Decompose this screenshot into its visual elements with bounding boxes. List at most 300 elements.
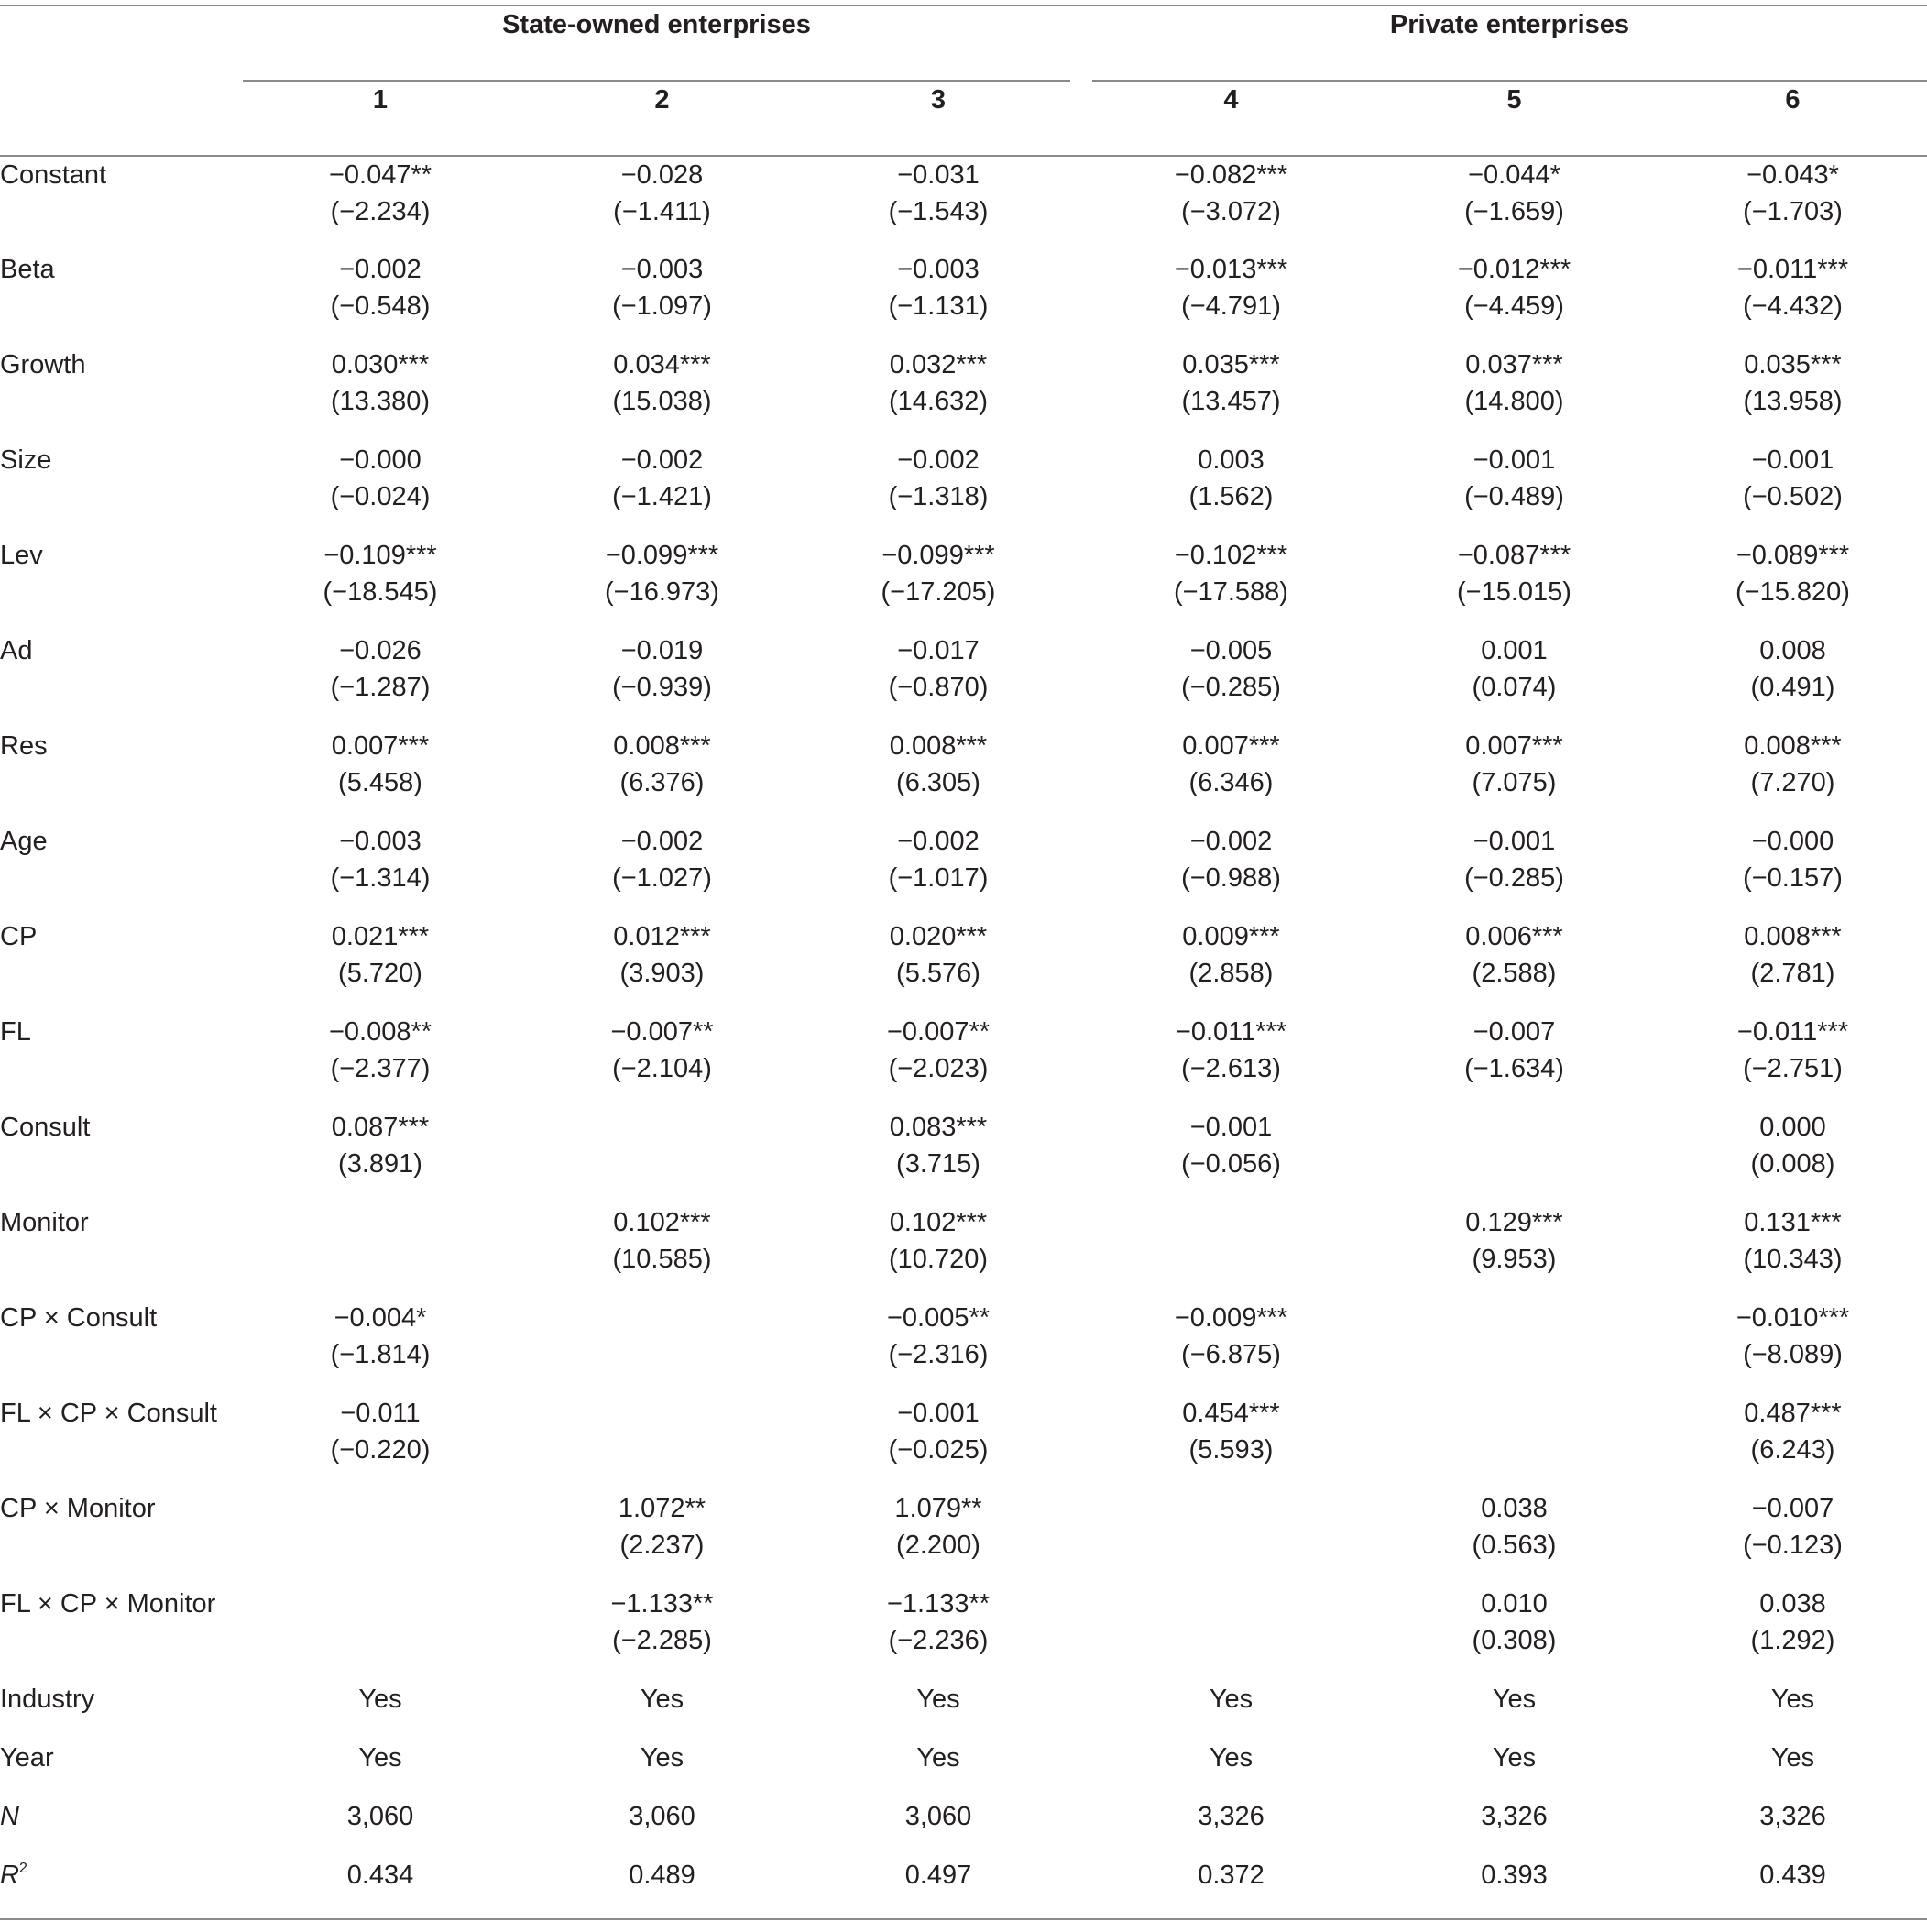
- row-label: CP × Consult: [0, 1303, 158, 1333]
- table-cell: [1659, 1490, 1927, 1586]
- table-cell: [1092, 918, 1370, 1014]
- t-statistic: [518, 1336, 806, 1373]
- t-statistic: (−0.988): [1181, 863, 1281, 893]
- coefficient: 0.008***: [889, 731, 988, 761]
- coefficient: −0.009***: [1174, 1303, 1288, 1333]
- t-statistic: (−0.123): [1743, 1531, 1843, 1560]
- table-cell: [1370, 823, 1659, 918]
- t-statistic: (−1.421): [612, 482, 712, 511]
- coefficient: −0.008**: [328, 1017, 432, 1047]
- coefficient: 0.006***: [1465, 922, 1563, 951]
- coefficient: 0.008***: [1744, 731, 1842, 761]
- row-label: CP: [0, 922, 38, 951]
- coefficient: −0.007: [1473, 1017, 1556, 1047]
- table-cell: [518, 728, 806, 823]
- table-cell: Yes: [640, 1743, 684, 1773]
- coefficient: −0.000: [339, 445, 422, 475]
- t-statistic: (6.346): [1188, 768, 1274, 797]
- coefficient: −0.109***: [323, 541, 437, 570]
- coefficient: −0.001: [1751, 445, 1834, 475]
- coefficient: 0.487***: [1744, 1399, 1842, 1428]
- table-cell: [518, 1300, 806, 1395]
- coefficient: −0.007**: [886, 1017, 991, 1047]
- t-statistic: (−1.634): [1464, 1054, 1564, 1083]
- t-statistic: (−0.056): [1181, 1149, 1281, 1179]
- t-statistic: (−0.502): [1743, 482, 1843, 511]
- table-row: [0, 632, 1927, 728]
- t-statistic: [1092, 1622, 1370, 1659]
- table-cell: [1659, 537, 1927, 632]
- coefficient: −0.017: [897, 636, 980, 665]
- t-statistic: (−0.489): [1464, 482, 1564, 511]
- coefficient: −0.003: [897, 255, 980, 284]
- coefficient: 0.021***: [331, 922, 430, 951]
- t-statistic: (−1.411): [613, 197, 711, 226]
- column-number: 5: [1370, 81, 1659, 156]
- coefficient: [1370, 1109, 1659, 1146]
- table-cell: [1092, 632, 1370, 728]
- t-statistic: (15.038): [612, 387, 712, 416]
- table-cell: [243, 156, 518, 251]
- t-statistic: (6.305): [896, 768, 980, 797]
- table-cell: [518, 632, 806, 728]
- t-statistic: (0.491): [1750, 673, 1835, 702]
- t-statistic: (−0.220): [330, 1435, 431, 1465]
- coefficient: 1.079**: [894, 1494, 982, 1523]
- t-statistic: (−1.097): [612, 291, 712, 321]
- table-cell: [806, 1014, 1070, 1109]
- table-cell: [1659, 1586, 1927, 1681]
- coefficient: −0.028: [620, 160, 704, 190]
- table-row: [0, 537, 1927, 632]
- table-row: [0, 1109, 1927, 1204]
- coefficient: 0.038: [1759, 1589, 1826, 1619]
- coefficient: 0.087***: [331, 1113, 430, 1142]
- coefficient: −0.003: [620, 255, 704, 284]
- table-row: [0, 346, 1927, 442]
- table-cell: [1370, 918, 1659, 1014]
- t-statistic: (−1.703): [1743, 197, 1843, 226]
- t-statistic: (14.632): [888, 387, 988, 416]
- table-cell: [243, 918, 518, 1014]
- t-statistic: [518, 1432, 806, 1468]
- table-cell: [1370, 632, 1659, 728]
- coefficient: 0.102***: [613, 1208, 711, 1237]
- table-cell: [1092, 156, 1370, 251]
- coefficient: −0.001: [897, 1399, 980, 1428]
- table-cell: [1370, 442, 1659, 537]
- table-cell: Yes: [640, 1685, 684, 1714]
- t-statistic: (1.292): [1750, 1626, 1835, 1655]
- row-label: N: [0, 1802, 19, 1831]
- coefficient: 0.030***: [331, 350, 430, 379]
- table-cell: [243, 1014, 518, 1109]
- coefficient: −0.082***: [1174, 160, 1288, 190]
- coefficient: −0.002: [620, 445, 704, 475]
- t-statistic: (−0.025): [888, 1435, 989, 1465]
- coefficient: 0.035***: [1744, 350, 1842, 379]
- table-cell: 3,326: [1198, 1802, 1265, 1831]
- t-statistic: (−1.287): [330, 673, 431, 702]
- table-cell: [1092, 823, 1370, 918]
- coefficient: −0.043*: [1746, 160, 1839, 190]
- table-cell: [1092, 1300, 1370, 1395]
- coefficient: −0.047**: [328, 160, 432, 190]
- coefficient: −1.133**: [610, 1589, 714, 1619]
- t-statistic: (−2.023): [888, 1054, 989, 1083]
- regression-table: [0, 5, 1927, 1920]
- t-statistic: (−3.072): [1181, 197, 1281, 226]
- t-statistic: [243, 1622, 518, 1659]
- table-cell: [1092, 1586, 1370, 1681]
- t-statistic: (0.008): [1750, 1149, 1835, 1179]
- coefficient: [1092, 1490, 1370, 1527]
- table-cell: [1659, 823, 1927, 918]
- coefficient: 0.008***: [1744, 922, 1842, 951]
- r-label-superscript: 2: [18, 1861, 27, 1876]
- t-statistic: (6.376): [619, 768, 705, 797]
- row-label: Industry: [0, 1685, 95, 1714]
- coefficient: −0.002: [339, 255, 422, 284]
- coefficient: [1092, 1586, 1370, 1622]
- table-cell: 3,060: [629, 1802, 695, 1831]
- t-statistic: (−17.205): [881, 577, 996, 607]
- row-label: Beta: [0, 255, 55, 284]
- table-body: [0, 156, 1927, 1919]
- table-cell: [518, 1109, 806, 1204]
- coefficient: 0.007***: [1182, 731, 1280, 761]
- coefficient: [518, 1109, 806, 1146]
- table-row: [0, 1395, 1927, 1490]
- table-cell: 3,326: [1759, 1802, 1826, 1831]
- t-statistic: (−0.548): [330, 291, 431, 321]
- summary-row: [0, 1740, 1927, 1798]
- coefficient: 0.454***: [1182, 1399, 1280, 1428]
- row-label: FL × CP × Monitor: [0, 1589, 216, 1619]
- table-cell: [806, 918, 1070, 1014]
- r-label: R: [0, 1861, 19, 1890]
- table-cell: [806, 1586, 1070, 1681]
- table-cell: [1370, 728, 1659, 823]
- t-statistic: (13.380): [330, 387, 430, 416]
- table-cell: [1092, 442, 1370, 537]
- t-statistic: (5.720): [338, 959, 422, 988]
- t-statistic: (−1.814): [330, 1340, 431, 1369]
- coefficient: 0.032***: [889, 350, 988, 379]
- coefficient: 1.072**: [618, 1494, 706, 1523]
- table-cell: 3,060: [346, 1802, 414, 1831]
- t-statistic: (7.270): [1750, 768, 1835, 797]
- table-cell: [1370, 1586, 1659, 1681]
- t-statistic: (0.074): [1472, 673, 1557, 702]
- table-cell: [806, 823, 1070, 918]
- table-cell: Yes: [1209, 1743, 1254, 1773]
- coefficient: −0.011***: [1175, 1017, 1287, 1047]
- table-cell: 0.497: [806, 1857, 1070, 1919]
- table-cell: Yes: [916, 1685, 960, 1714]
- coefficient: 0.037***: [1465, 350, 1563, 379]
- t-statistic: (−2.751): [1743, 1054, 1843, 1083]
- table-cell: [1370, 346, 1659, 442]
- table-row: [0, 1014, 1927, 1109]
- table-cell: [243, 346, 518, 442]
- table-cell: [1659, 728, 1927, 823]
- t-statistic: (10.343): [1743, 1245, 1843, 1274]
- t-statistic: (13.958): [1743, 387, 1843, 416]
- t-statistic: (5.593): [1188, 1435, 1274, 1465]
- t-statistic: (−0.024): [330, 482, 431, 511]
- t-statistic: (−2.613): [1181, 1054, 1281, 1083]
- table-cell: [806, 728, 1070, 823]
- t-statistic: (−15.820): [1735, 577, 1850, 607]
- table-cell: [518, 1490, 806, 1586]
- table-cell: [1370, 1300, 1659, 1395]
- row-label: [0, 1857, 243, 1919]
- coefficient: 0.083***: [889, 1113, 988, 1142]
- t-statistic: (2.200): [896, 1531, 980, 1560]
- coefficient: −0.002: [897, 827, 980, 856]
- coefficient: −0.007: [1751, 1494, 1834, 1523]
- table-cell: [806, 632, 1070, 728]
- coefficient: 0.007***: [331, 731, 430, 761]
- t-statistic: (7.075): [1472, 768, 1557, 797]
- coefficient: 0.038: [1481, 1494, 1548, 1523]
- table-cell: [1370, 1204, 1659, 1300]
- t-statistic: (−1.017): [888, 863, 989, 893]
- table-cell: [1659, 1300, 1927, 1395]
- table-cell: [518, 537, 806, 632]
- table-cell: [518, 1395, 806, 1490]
- table-cell: [518, 251, 806, 346]
- t-statistic: (6.243): [1750, 1435, 1835, 1465]
- table-cell: [1659, 918, 1927, 1014]
- coefficient: 0.131***: [1744, 1208, 1842, 1237]
- t-statistic: (0.563): [1472, 1531, 1557, 1560]
- coefficient: 0.001: [1481, 636, 1548, 665]
- row-label: Monitor: [0, 1208, 89, 1237]
- summary-row: [0, 1681, 1927, 1740]
- row-label: Lev: [0, 541, 43, 570]
- table-cell: 0.439: [1659, 1857, 1927, 1919]
- t-statistic: [1370, 1146, 1659, 1182]
- table-cell: [518, 1586, 806, 1681]
- table-row: [0, 251, 1927, 346]
- t-statistic: (−2.316): [888, 1340, 989, 1369]
- table-cell: [1659, 1204, 1927, 1300]
- coefficient: −0.003: [339, 827, 422, 856]
- table-cell: [243, 823, 518, 918]
- coefficient: −0.011***: [1736, 255, 1849, 284]
- t-statistic: (−2.285): [612, 1626, 712, 1655]
- table-row: [0, 442, 1927, 537]
- table-cell: Yes: [1209, 1685, 1254, 1714]
- table-cell: 0.434: [243, 1857, 518, 1919]
- table-cell: [518, 156, 806, 251]
- t-statistic: (5.576): [896, 959, 980, 988]
- t-statistic: (10.720): [888, 1245, 988, 1274]
- table-cell: Yes: [1770, 1743, 1815, 1773]
- group-header-private: Private enterprises: [1092, 6, 1927, 81]
- coefficient: −1.133**: [886, 1589, 991, 1619]
- t-statistic: (5.458): [338, 768, 422, 797]
- table-cell: Yes: [916, 1743, 960, 1773]
- coefficient: −0.010***: [1735, 1303, 1850, 1333]
- coefficient: 0.035***: [1182, 350, 1280, 379]
- t-statistic: (−15.015): [1457, 577, 1571, 607]
- coefficient: [1092, 1204, 1370, 1241]
- coefficient: −0.013***: [1174, 255, 1288, 284]
- t-statistic: (3.903): [619, 959, 705, 988]
- coefficient: [518, 1300, 806, 1336]
- table-cell: [243, 632, 518, 728]
- column-number: 2: [518, 81, 806, 156]
- table-cell: 0.393: [1370, 1857, 1659, 1919]
- row-label: CP × Monitor: [0, 1494, 156, 1523]
- table-cell: [243, 537, 518, 632]
- table-cell: [518, 1014, 806, 1109]
- t-statistic: [1092, 1527, 1370, 1564]
- coefficient: −0.000: [1751, 827, 1834, 856]
- table-cell: [806, 1300, 1070, 1395]
- t-statistic: (−1.131): [888, 291, 989, 321]
- t-statistic: [243, 1241, 518, 1278]
- table-row: [0, 1300, 1927, 1395]
- table-cell: [243, 728, 518, 823]
- coefficient: −0.007**: [610, 1017, 714, 1047]
- row-label: Res: [0, 731, 48, 761]
- table-row: [0, 918, 1927, 1014]
- coefficient: 0.009***: [1182, 922, 1280, 951]
- table-cell: [518, 1204, 806, 1300]
- table-cell: [1370, 1490, 1659, 1586]
- t-statistic: [1370, 1336, 1659, 1373]
- table-row: [0, 823, 1927, 918]
- t-statistic: (1.562): [1188, 482, 1274, 511]
- coefficient: 0.008***: [613, 731, 711, 761]
- column-number: 4: [1092, 81, 1370, 156]
- table-cell: [1370, 1395, 1659, 1490]
- table-cell: [518, 442, 806, 537]
- table-cell: [1370, 1109, 1659, 1204]
- coefficient: −0.011***: [1736, 1017, 1849, 1047]
- coefficient: [243, 1204, 518, 1241]
- coefficient: 0.010: [1481, 1589, 1548, 1619]
- column-number: 6: [1659, 81, 1927, 156]
- table-cell: [1092, 728, 1370, 823]
- t-statistic: (−2.234): [330, 197, 431, 226]
- table-row: [0, 156, 1927, 251]
- t-statistic: (−0.939): [612, 673, 712, 702]
- table-cell: [806, 537, 1070, 632]
- table-cell: [806, 346, 1070, 442]
- t-statistic: (−2.377): [330, 1054, 431, 1083]
- coefficient: 0.008: [1759, 636, 1826, 665]
- table-cell: [1092, 1395, 1370, 1490]
- coefficient: −0.001: [1473, 827, 1556, 856]
- coefficient: [243, 1586, 518, 1622]
- t-statistic: [518, 1146, 806, 1182]
- coefficient: −0.002: [897, 445, 980, 475]
- table-cell: Yes: [1492, 1743, 1537, 1773]
- coefficient: 0.020***: [889, 922, 988, 951]
- table-cell: [518, 918, 806, 1014]
- coefficient: 0.007***: [1465, 731, 1563, 761]
- coefficient: −0.089***: [1735, 541, 1850, 570]
- coefficient: −0.026: [339, 636, 422, 665]
- table-cell: [243, 1109, 518, 1204]
- row-label: FL × CP × Consult: [0, 1399, 217, 1428]
- t-statistic: (−17.588): [1174, 577, 1288, 607]
- coefficient: [243, 1490, 518, 1527]
- t-statistic: (2.858): [1188, 959, 1274, 988]
- table-cell: [1092, 251, 1370, 346]
- summary-row: [0, 1798, 1927, 1857]
- coefficient: −0.002: [1189, 827, 1273, 856]
- coefficient: −0.011: [340, 1399, 421, 1428]
- table-cell: [1370, 251, 1659, 346]
- table-cell: [1092, 346, 1370, 442]
- row-label: Growth: [0, 350, 86, 379]
- coefficient: 0.034***: [613, 350, 711, 379]
- table-cell: [1092, 1490, 1370, 1586]
- t-statistic: (−2.104): [612, 1054, 712, 1083]
- table-row: [0, 728, 1927, 823]
- table-cell: Yes: [358, 1743, 402, 1773]
- t-statistic: (3.715): [896, 1149, 980, 1179]
- row-label: Consult: [0, 1113, 91, 1142]
- row-label: Age: [0, 827, 48, 856]
- t-statistic: (−6.875): [1181, 1340, 1281, 1369]
- table-cell: [1659, 1109, 1927, 1204]
- t-statistic: (−4.791): [1181, 291, 1281, 321]
- table-cell: [518, 823, 806, 918]
- row-label: Ad: [0, 636, 33, 665]
- t-statistic: (10.585): [612, 1245, 712, 1274]
- row-label: FL: [0, 1017, 31, 1047]
- t-statistic: (14.800): [1464, 387, 1564, 416]
- table-cell: [1370, 537, 1659, 632]
- coefficient: −0.005: [1189, 636, 1273, 665]
- table-cell: [1659, 251, 1927, 346]
- t-statistic: (0.308): [1472, 1626, 1557, 1655]
- table-cell: [1659, 346, 1927, 442]
- table-cell: [1092, 1014, 1370, 1109]
- table-cell: [1659, 1395, 1927, 1490]
- coefficient: 0.102***: [889, 1208, 988, 1237]
- coefficient: −0.001: [1473, 445, 1556, 475]
- coefficient: 0.000: [1759, 1113, 1826, 1142]
- table-row: [0, 1586, 1927, 1681]
- coefficient: −0.102***: [1174, 541, 1288, 570]
- table-cell: 3,326: [1481, 1802, 1548, 1831]
- table-cell: [243, 1490, 518, 1586]
- t-statistic: (−1.659): [1464, 197, 1564, 226]
- t-statistic: [1370, 1432, 1659, 1468]
- table-cell: Yes: [1492, 1685, 1537, 1714]
- coefficient: 0.012***: [613, 922, 711, 951]
- t-statistic: (−1.027): [612, 863, 712, 893]
- coefficient: [1370, 1300, 1659, 1336]
- row-label: Year: [0, 1743, 54, 1773]
- table-cell: Yes: [358, 1685, 402, 1714]
- table-cell: [243, 1300, 518, 1395]
- t-statistic: (13.457): [1181, 387, 1281, 416]
- coefficient: −0.002: [620, 827, 704, 856]
- t-statistic: [243, 1527, 518, 1564]
- table-cell: [806, 442, 1070, 537]
- table-cell: [1659, 632, 1927, 728]
- t-statistic: (−8.089): [1743, 1340, 1843, 1369]
